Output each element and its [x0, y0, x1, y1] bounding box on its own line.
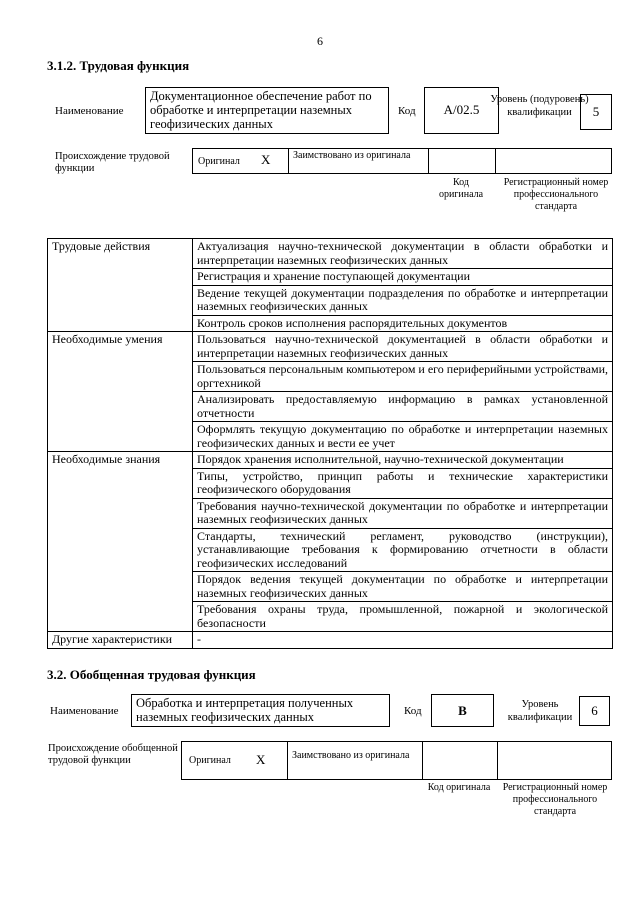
original-mark: Х [256, 752, 266, 767]
level-value-box: 6 [579, 696, 610, 726]
code-label: Код [404, 705, 422, 717]
reg-number-label: Регистрационный номер профессионального стандарта [503, 177, 609, 212]
row-item: Актуализация научно-технической документации в области обработки и интерпретации наземных геофизических данных [193, 239, 613, 269]
row-item: Регистрация и хранение поступающей документации [193, 269, 613, 286]
origin-divider [288, 148, 289, 174]
row-item: Порядок хранения исполнительной, научно-технической документации [193, 452, 613, 469]
table-row [48, 332, 613, 362]
row-item: Контроль сроков исполнения распорядительных документов [193, 315, 613, 332]
table-row [48, 452, 613, 469]
borrowed-label: Заимствовано из оригинала [293, 150, 411, 161]
origin-divider [428, 148, 429, 174]
row-item: Требования охраны труда, промышленной, пожарной и экологической безопасности [193, 602, 613, 632]
row-item: Типы, устройство, принцип работы и технические характеристики геофизического оборудования [193, 468, 613, 498]
function-details-table [47, 238, 613, 649]
section-title: 3.1.2. Трудовая функция [47, 58, 190, 73]
orig-code-label: Код оригинала [438, 177, 484, 200]
row-item: Пользоваться персональным компьютером и его периферийными устройствами, оргтехникой [193, 362, 613, 392]
code-value-box: В [431, 694, 494, 727]
function-name-box: Документационное обеспечение работ по обработке и интерпретации наземных геофизических данных [145, 87, 389, 134]
code-value-box: А/02.5 [424, 87, 499, 134]
name-label: Наименование [50, 705, 119, 717]
original-mark: Х [261, 152, 271, 167]
reg-number-label: Регистрационный номер профессионального стандарта [502, 782, 608, 817]
table-row [48, 632, 613, 649]
function-name-box: Обработка и интерпретация полученных наземных геофизических данных [131, 694, 390, 727]
row-item: Анализировать предоставляемую информацию в рамках установленной отчетности [193, 392, 613, 422]
origin-label: Происхождение трудовой функции [55, 151, 170, 174]
orig-code-label: Код оригинала [427, 782, 491, 793]
origin-label: Происхождение обобщенной трудовой функции [48, 743, 178, 766]
row-label: Необходимые знания [48, 452, 193, 632]
level-label: Уровень (подуровень) квалификации [490, 94, 589, 118]
row-item: Порядок ведения текущей документации по обработке и интерпретации наземных геофизических данных [193, 572, 613, 602]
row-label: Трудовые действия [48, 239, 193, 332]
name-label: Наименование [55, 105, 124, 117]
row-label: Другие характеристики [48, 632, 193, 649]
origin-divider [422, 741, 423, 780]
origin-divider [497, 741, 498, 780]
level-label: Уровень квалификации [507, 699, 573, 723]
row-label: Необходимые умения [48, 332, 193, 452]
code-label: Код [398, 105, 416, 117]
page-number: 6 [317, 34, 323, 48]
borrowed-label: Заимствовано из оригинала [292, 750, 410, 761]
table-row [48, 239, 613, 269]
origin-divider [495, 148, 496, 174]
original-label: Оригинал [198, 156, 240, 167]
row-item: Оформлять текущую документацию по обработке и интерпретации наземных геофизических данных и вести ее учет [193, 422, 613, 452]
row-item: - [193, 632, 613, 649]
original-label: Оригинал [189, 755, 231, 766]
row-item: Пользоваться научно-технической документацией в области обработки и интерпретации наземных геофизических данных [193, 332, 613, 362]
row-item: Стандарты, технический регламент, руководство (инструкции), устанавливающие требования к формированию отчетности в области геофизических исследований [193, 528, 613, 572]
origin-divider [287, 741, 288, 780]
row-item: Требования научно-технической документации по обработке и интерпретации наземных геофизических данных [193, 498, 613, 528]
level-value-box: 5 [580, 94, 612, 130]
section-title: 3.2. Обобщенная трудовая функция [47, 667, 256, 682]
row-item: Ведение текущей документации подразделения по обработке и интерпретации наземных геофизических данных [193, 285, 613, 315]
